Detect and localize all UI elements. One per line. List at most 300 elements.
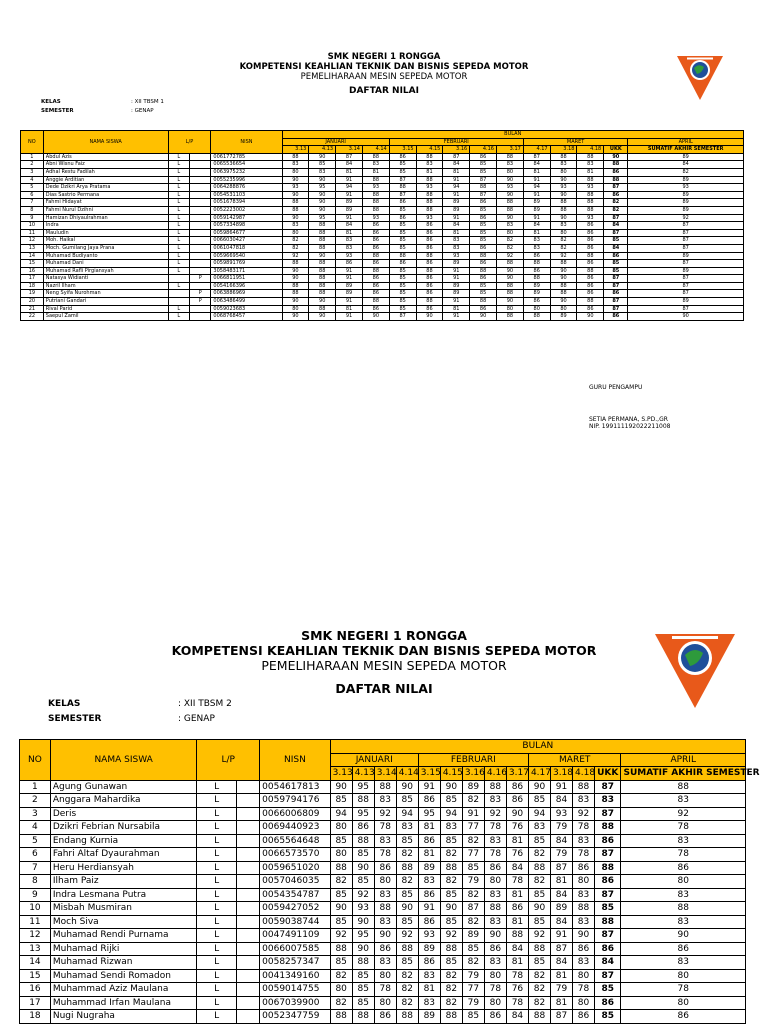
score-cell: 95	[352, 929, 374, 943]
score-cell: 83	[374, 794, 396, 808]
score-cell: 78	[484, 983, 506, 997]
score-cell: 83	[443, 244, 470, 252]
score-cell: 83	[550, 161, 577, 169]
gender-l: L	[168, 305, 189, 313]
score-cell: 90	[506, 807, 528, 821]
score-cell: 90	[550, 176, 577, 184]
kelas-label: KELAS	[48, 699, 81, 709]
score-cell: 88	[577, 298, 604, 306]
score-cell: 83	[550, 222, 577, 230]
score-cell: 81	[362, 168, 389, 176]
score-cell: 78	[573, 983, 595, 997]
score-cell: 86	[577, 237, 604, 245]
score-cell: 87	[462, 902, 484, 916]
score-cell: 83	[443, 237, 470, 245]
score-cell: 88	[470, 252, 497, 260]
score-cell: 88	[497, 290, 524, 298]
student-nisn: 0052347759	[260, 1010, 331, 1024]
kelas-value: : XII TBSM 2	[178, 699, 232, 709]
ukk-score: 87	[595, 807, 621, 821]
header-code: 3.14	[374, 767, 396, 781]
score-cell: 86	[418, 915, 440, 929]
score-cell: 85	[330, 888, 352, 902]
ukk-score: 88	[604, 176, 628, 184]
score-cell: 88	[550, 260, 577, 268]
gender-l: L	[168, 267, 189, 275]
student-name: Mauludin	[43, 229, 168, 237]
gender-p	[237, 875, 260, 889]
gender-l: L	[168, 244, 189, 252]
student-nisn: 0059014755	[260, 983, 331, 997]
row-no: 5	[20, 834, 51, 848]
score-cell: 87	[389, 191, 416, 199]
row-no: 4	[21, 176, 44, 184]
student-nisn: 0057334898	[211, 222, 282, 230]
student-nisn: 0059794176	[260, 794, 331, 808]
ukk-score: 87	[595, 780, 621, 794]
score-cell: 86	[416, 229, 443, 237]
score-cell: 88	[330, 861, 352, 875]
score-cell: 88	[416, 191, 443, 199]
score-cell: 86	[506, 780, 528, 794]
score-cell: 91	[336, 176, 363, 184]
score-cell: 88	[497, 260, 524, 268]
score-cell: 84	[523, 222, 550, 230]
header-bulan: BULAN	[330, 740, 745, 754]
score-cell: 86	[523, 252, 550, 260]
score-cell: 81	[523, 229, 550, 237]
score-cell: 86	[362, 237, 389, 245]
ukk-score: 87	[604, 214, 628, 222]
student-nisn: 0063486499	[211, 298, 282, 306]
score-cell: 82	[462, 915, 484, 929]
score-cell: 88	[352, 794, 374, 808]
score-cell: 93	[577, 214, 604, 222]
table-row	[20, 861, 746, 875]
score-cell: 79	[550, 848, 572, 862]
header-code: 4.13	[309, 146, 336, 154]
student-name: Muhamad Sendi Romadon	[50, 969, 197, 983]
score-cell: 88	[309, 222, 336, 230]
score-cell: 81	[336, 168, 363, 176]
score-cell: 85	[352, 875, 374, 889]
score-cell: 87	[336, 153, 363, 161]
score-cell: 88	[352, 956, 374, 970]
score-cell: 90	[309, 176, 336, 184]
score-cell: 90	[440, 780, 462, 794]
list-title: DAFTAR NILAI	[335, 681, 433, 696]
score-cell: 83	[484, 834, 506, 848]
student-nisn: 0065536654	[211, 161, 282, 169]
row-no: 8	[21, 206, 44, 214]
score-cell: 86	[523, 267, 550, 275]
score-cell: 89	[523, 206, 550, 214]
student-nisn: 0059142987	[211, 214, 282, 222]
score-cell: 88	[416, 199, 443, 207]
semester-label: SEMESTER	[48, 714, 102, 724]
score-cell: 89	[443, 290, 470, 298]
ukk-score: 82	[604, 199, 628, 207]
header-april: APRIL	[621, 753, 746, 767]
gender-l: L	[197, 996, 237, 1010]
score-cell: 95	[352, 807, 374, 821]
score-cell: 89	[523, 290, 550, 298]
score-cell: 90	[497, 267, 524, 275]
score-cell: 81	[418, 983, 440, 997]
score-cell: 91	[443, 267, 470, 275]
header-lp: L/P	[168, 131, 211, 154]
score-cell: 78	[374, 848, 396, 862]
score-cell: 88	[309, 267, 336, 275]
ukk-score: 85	[604, 267, 628, 275]
score-cell: 85	[470, 161, 497, 169]
score-cell: 83	[374, 834, 396, 848]
score-cell: 88	[352, 1010, 374, 1024]
header-maret: MARET	[528, 753, 621, 767]
score-cell: 88	[309, 260, 336, 268]
gender-p	[237, 834, 260, 848]
student-name: Muhamad Rijki	[50, 942, 197, 956]
score-cell: 86	[389, 214, 416, 222]
score-cell: 88	[396, 1010, 418, 1024]
score-cell: 90	[396, 902, 418, 916]
gender-p	[237, 902, 260, 916]
student-nisn: 0059864677	[211, 229, 282, 237]
score-cell: 90	[497, 298, 524, 306]
gender-p	[237, 807, 260, 821]
sumatif-score: 89	[628, 153, 744, 161]
signature-name: SETIA PERMANA, S.PD.,GR	[589, 416, 668, 423]
sumatif-score: 88	[621, 902, 746, 916]
score-cell: 91	[443, 298, 470, 306]
score-cell: 90	[282, 176, 309, 184]
row-no: 12	[21, 237, 44, 245]
score-cell: 91	[336, 214, 363, 222]
score-cell: 85	[470, 282, 497, 290]
score-cell: 80	[374, 969, 396, 983]
row-no: 4	[20, 821, 51, 835]
score-cell: 85	[470, 290, 497, 298]
score-cell: 78	[374, 821, 396, 835]
score-cell: 87	[550, 1010, 572, 1024]
score-cell: 92	[484, 807, 506, 821]
gender-p	[237, 1010, 260, 1024]
score-cell: 77	[462, 983, 484, 997]
score-cell: 88	[497, 199, 524, 207]
score-cell: 90	[352, 942, 374, 956]
score-cell: 88	[362, 153, 389, 161]
score-cell: 90	[550, 267, 577, 275]
student-name: Dede Dzikri Arya Pratama	[43, 184, 168, 192]
score-cell: 88	[416, 153, 443, 161]
header-code: 4.16	[484, 767, 506, 781]
score-cell: 85	[470, 168, 497, 176]
score-cell: 90	[282, 267, 309, 275]
student-name: Saepul Zamil	[43, 313, 168, 321]
table-row	[20, 915, 746, 929]
sumatif-score: 88	[621, 780, 746, 794]
score-cell: 85	[528, 794, 550, 808]
score-cell: 85	[389, 222, 416, 230]
student-name: Moh. Haikal	[43, 237, 168, 245]
score-cell: 88	[523, 313, 550, 321]
row-no: 14	[21, 252, 44, 260]
gender-l: L	[197, 969, 237, 983]
score-cell: 83	[484, 915, 506, 929]
ukk-score: 83	[595, 794, 621, 808]
score-cell: 93	[282, 184, 309, 192]
ukk-score: 86	[595, 996, 621, 1010]
gender-l: L	[168, 252, 189, 260]
score-cell: 82	[330, 969, 352, 983]
score-cell: 88	[523, 260, 550, 268]
student-nisn: 0054166396	[211, 282, 282, 290]
table-row	[20, 888, 746, 902]
score-cell: 81	[416, 168, 443, 176]
score-cell: 86	[362, 290, 389, 298]
row-no: 2	[20, 794, 51, 808]
score-cell: 85	[462, 942, 484, 956]
score-cell: 85	[389, 298, 416, 306]
ukk-score: 87	[595, 888, 621, 902]
class-info	[48, 697, 232, 727]
student-name: Natasya Widianti	[43, 275, 168, 283]
gender-l: L	[197, 902, 237, 916]
ukk-score: 86	[604, 313, 628, 321]
score-cell: 90	[550, 275, 577, 283]
sumatif-score: 89	[628, 176, 744, 184]
score-cell: 90	[440, 902, 462, 916]
score-cell: 86	[470, 153, 497, 161]
score-cell: 89	[523, 282, 550, 290]
school-name: SMK NEGERI 1 RONGGA	[301, 628, 467, 643]
score-cell: 86	[418, 956, 440, 970]
score-cell: 91	[336, 298, 363, 306]
student-nisn: 0066006809	[260, 807, 331, 821]
score-cell: 90	[309, 206, 336, 214]
score-cell: 85	[389, 282, 416, 290]
score-cell: 90	[362, 313, 389, 321]
score-cell: 82	[440, 848, 462, 862]
score-cell: 90	[573, 929, 595, 943]
score-cell: 83	[336, 237, 363, 245]
score-cell: 90	[484, 929, 506, 943]
score-cell: 94	[396, 807, 418, 821]
signature-nip: NIP. 199111192022211008	[589, 423, 671, 430]
score-cell: 79	[462, 969, 484, 983]
student-nisn: 0054354787	[260, 888, 331, 902]
score-cell: 93	[418, 929, 440, 943]
subject-title: PEMELIHARAAN MESIN SEPEDA MOTOR	[261, 658, 507, 673]
sumatif-score: 83	[621, 888, 746, 902]
score-cell: 88	[416, 298, 443, 306]
student-name: Anggie Arditian	[43, 176, 168, 184]
score-cell: 86	[470, 275, 497, 283]
score-cell: 81	[523, 168, 550, 176]
ukk-score: 87	[604, 229, 628, 237]
score-cell: 90	[497, 275, 524, 283]
gender-l: L	[197, 834, 237, 848]
score-cell: 83	[374, 915, 396, 929]
student-nisn: 0066573570	[260, 848, 331, 862]
sumatif-score: 86	[621, 942, 746, 956]
student-nisn: 0058257347	[260, 956, 331, 970]
score-cell: 88	[470, 298, 497, 306]
ukk-score: 87	[595, 969, 621, 983]
score-cell: 88	[416, 252, 443, 260]
score-cell: 86	[470, 305, 497, 313]
sumatif-score: 87	[628, 229, 744, 237]
score-cell: 88	[362, 206, 389, 214]
score-cell: 92	[330, 929, 352, 943]
sumatif-score: 92	[621, 807, 746, 821]
score-cell: 86	[362, 305, 389, 313]
gender-l: L	[168, 176, 189, 184]
score-cell: 82	[440, 996, 462, 1010]
sumatif-score: 89	[628, 206, 744, 214]
score-cell: 87	[389, 176, 416, 184]
gender-l: L	[197, 875, 237, 889]
score-cell: 82	[550, 237, 577, 245]
score-cell: 91	[523, 214, 550, 222]
student-nisn: 0047491109	[260, 929, 331, 943]
score-cell: 89	[418, 942, 440, 956]
score-cell: 93	[416, 184, 443, 192]
student-name: Muhamad Rizwan	[50, 956, 197, 970]
student-name: Muhamad Rafli Pirgiansyah	[43, 267, 168, 275]
row-no: 1	[21, 153, 44, 161]
score-cell: 81	[443, 305, 470, 313]
header-nama-siswa: NAMA SISWA	[50, 740, 197, 781]
header-code: 3.17	[497, 146, 524, 154]
score-cell: 86	[336, 260, 363, 268]
score-cell: 83	[418, 875, 440, 889]
row-no: 10	[21, 222, 44, 230]
student-nisn: 0057046035	[260, 875, 331, 889]
score-cell: 89	[336, 199, 363, 207]
score-cell: 86	[352, 821, 374, 835]
student-name: Indra Lesmana Putra	[50, 888, 197, 902]
ukk-score: 88	[595, 821, 621, 835]
gender-l: L	[168, 168, 189, 176]
header-bulan: BULAN	[282, 131, 744, 139]
header-februari: FEBRUARI	[389, 138, 523, 146]
header-code: 3.17	[506, 767, 528, 781]
gender-p	[237, 848, 260, 862]
header-code: 4.14	[396, 767, 418, 781]
row-no: 16	[20, 983, 51, 997]
score-cell: 88	[416, 176, 443, 184]
gender-l: L	[168, 184, 189, 192]
score-cell: 84	[506, 861, 528, 875]
score-cell: 86	[389, 199, 416, 207]
score-cell: 83	[577, 161, 604, 169]
row-no: 22	[21, 313, 44, 321]
score-cell: 91	[523, 191, 550, 199]
score-cell: 88	[440, 1010, 462, 1024]
header-nama-siswa: NAMA SISWA	[43, 131, 168, 154]
row-no: 18	[20, 1010, 51, 1024]
score-cell: 83	[418, 969, 440, 983]
sumatif-score: 83	[621, 834, 746, 848]
gender-l: L	[168, 229, 189, 237]
ukk-score: 84	[595, 956, 621, 970]
row-no: 13	[21, 244, 44, 252]
score-cell: 80	[573, 996, 595, 1010]
score-cell: 90	[309, 313, 336, 321]
score-cell: 86	[418, 888, 440, 902]
ukk-score: 90	[604, 153, 628, 161]
score-cell: 88	[523, 275, 550, 283]
gender-l: L	[168, 161, 189, 169]
student-name: Moch Siva	[50, 915, 197, 929]
sumatif-score: 86	[621, 861, 746, 875]
score-cell: 94	[523, 184, 550, 192]
score-cell: 88	[330, 942, 352, 956]
score-cell: 83	[573, 915, 595, 929]
score-cell: 88	[550, 153, 577, 161]
score-cell: 85	[440, 915, 462, 929]
score-cell: 80	[550, 168, 577, 176]
score-cell: 83	[573, 794, 595, 808]
subject-title: PEMELIHARAAN MESIN SEPEDA MOTOR	[300, 72, 468, 82]
header-no: NO	[20, 740, 51, 781]
score-cell: 86	[484, 942, 506, 956]
sumatif-score: 89	[628, 191, 744, 199]
sumatif-score: 90	[621, 929, 746, 943]
score-cell: 95	[352, 780, 374, 794]
score-cell: 82	[528, 875, 550, 889]
score-cell: 83	[282, 161, 309, 169]
student-nisn: 0069440923	[260, 821, 331, 835]
score-cell: 77	[462, 848, 484, 862]
score-cell: 88	[362, 191, 389, 199]
score-cell: 82	[528, 848, 550, 862]
score-cell: 85	[309, 161, 336, 169]
list-title: DAFTAR NILAI	[349, 86, 419, 96]
row-no: 9	[21, 214, 44, 222]
student-name: Abdul Azis	[43, 153, 168, 161]
score-cell: 83	[440, 821, 462, 835]
score-cell: 78	[374, 983, 396, 997]
school-logo	[652, 628, 738, 714]
sumatif-score: 87	[628, 222, 744, 230]
sumatif-score: 87	[628, 275, 744, 283]
score-cell: 86	[416, 237, 443, 245]
ukk-score: 82	[604, 206, 628, 214]
gender-l: L	[168, 260, 189, 268]
student-nisn: 3058483171	[211, 267, 282, 275]
score-cell: 92	[573, 807, 595, 821]
table-row	[20, 821, 746, 835]
header-ukk: UKK	[604, 146, 628, 154]
score-cell: 81	[418, 821, 440, 835]
score-cell: 94	[330, 807, 352, 821]
score-cell: 80	[497, 168, 524, 176]
header-code: 4.15	[416, 146, 443, 154]
row-no: 1	[20, 780, 51, 794]
score-cell: 82	[396, 875, 418, 889]
score-cell: 88	[416, 267, 443, 275]
score-cell: 86	[470, 244, 497, 252]
student-name: Dzikri Febrian Nursabila	[50, 821, 197, 835]
ukk-score: 84	[604, 244, 628, 252]
score-cell: 82	[462, 888, 484, 902]
score-cell: 85	[389, 275, 416, 283]
score-cell: 92	[352, 888, 374, 902]
score-cell: 87	[550, 942, 572, 956]
score-cell: 91	[443, 176, 470, 184]
